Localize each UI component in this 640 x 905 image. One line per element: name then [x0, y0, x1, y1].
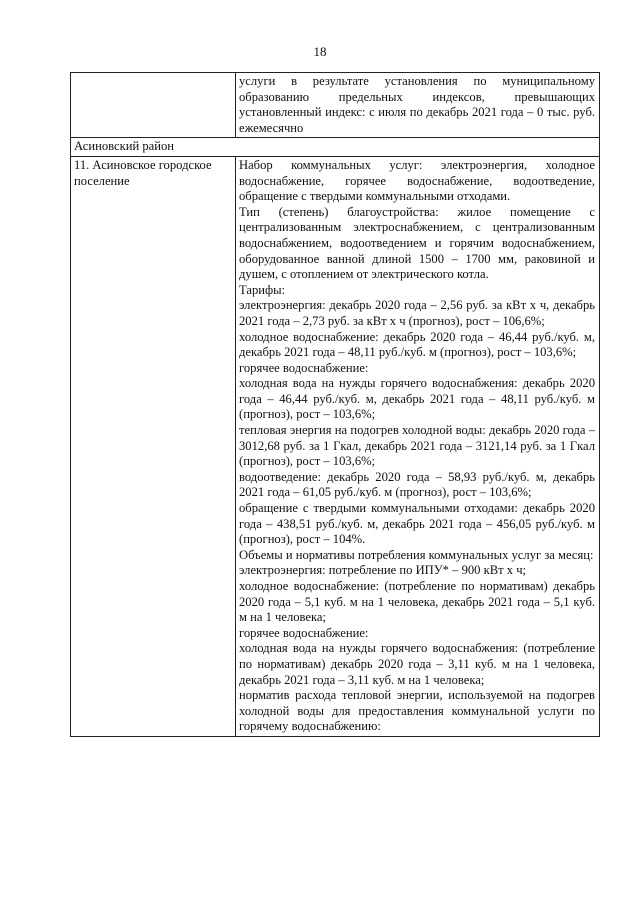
table-row-region — [71, 138, 600, 157]
paragraph: горячее водоснабжение: — [239, 625, 369, 640]
paragraph: Набор коммунальных услуг: электроэнергия, холодное водоснабжение, горячее водоснабжение, водоотведение, обращение с твердыми коммунальными отходами. — [239, 157, 595, 204]
page-number: 18 — [313, 44, 327, 59]
table-cell-left — [71, 73, 236, 138]
paragraph: обращение с твердыми коммунальными отходами: декабрь 2020 года – 438,51 руб./куб. м, декабрь 2021 года – 456,05 руб./куб. м (прогноз), рост – 104%. — [239, 501, 595, 547]
tariff-table — [70, 72, 600, 737]
paragraph: электроэнергия: потребление по ИПУ* – 900 кВт х ч; — [239, 563, 527, 578]
paragraph: холодное водоснабжение: декабрь 2020 года – 46,44 руб./куб. м, декабрь 2021 года – 48,11 руб./куб. м (прогноз), рост – 103,6%; — [239, 329, 595, 360]
paragraph: электроэнергия: декабрь 2020 года – 2,56 руб. за кВт х ч, декабрь 2021 года – 2,73 руб. за кВт х ч (прогноз), рост – 106,6%; — [239, 298, 595, 328]
settlement-name: 11. Асиновское городское поселение — [71, 156, 236, 736]
table-row — [71, 73, 600, 138]
paragraph: холодная вода на нужды горячего водоснабжения: (потребление по нормативам) декабрь 2020 года – 3,11 куб. м на 1 человека, декабрь 2021 года – 3,11 куб. м на 1 человека; — [239, 641, 595, 687]
paragraph: Объемы и нормативы потребления коммунальных услуг за месяц: — [239, 547, 594, 562]
paragraph: холодное водоснабжение: (потребление по нормативам) декабрь 2020 года – 5,1 куб. м на 1 человека, декабрь 2021 года – 5,1 куб. м на 1 человека; — [239, 579, 595, 625]
paragraph: тепловая энергия на подогрев холодной воды: декабрь 2020 года – 3012,68 руб. за 1 Гкал, декабрь 2021 года – 3121,14 руб. за 1 Гкал (прогноз), рост – 103,6%; — [239, 423, 595, 469]
settlement-details — [236, 156, 600, 736]
table-row — [71, 156, 600, 736]
paragraph: Тарифы: — [239, 282, 286, 297]
region-heading: Асиновский район — [71, 138, 600, 157]
paragraph: горячее водоснабжение: — [239, 360, 369, 375]
table-cell-right: услуги в результате установления по муниципальному образованию предельных индексов, превышающих установленный индекс: с июля по декабрь 2021 года – 0 тыс. руб. ежемесячно — [236, 73, 600, 138]
paragraph: водоотведение: декабрь 2020 года – 58,93 руб./куб. м, декабрь 2021 года – 61,05 руб./куб. м (прогноз), рост – 103,6%; — [239, 469, 595, 500]
paragraph: норматив расхода тепловой энергии, используемой на подогрев холодной воды для предоставления коммунальной услуги по горячему водоснабжению: — [239, 688, 595, 734]
paragraph: Тип (степень) благоустройства: жилое помещение с централизованным электроснабжением, с централизованным водоснабжением, водоотведением и горячим водоснабжением, оборудованное ванной длиной 1500 – 1700 мм, раковиной и душем, с отоплением от электрического котла. — [239, 204, 595, 282]
paragraph: холодная вода на нужды горячего водоснабжения: декабрь 2020 года – 46,44 руб./куб. м, декабрь 2021 года – 48,11 руб./куб. м (прогноз), рост – 103,6%; — [239, 376, 595, 422]
